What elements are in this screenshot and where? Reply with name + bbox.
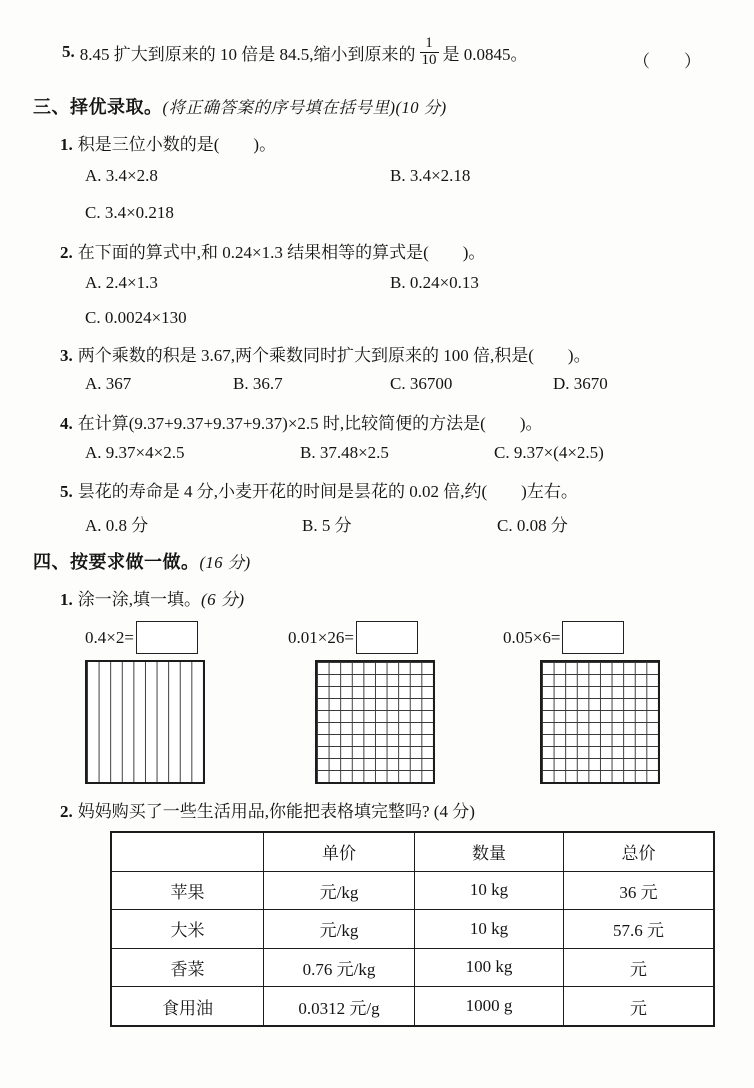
table-header-row [111, 832, 714, 871]
question-3-number: 3. [60, 346, 73, 365]
tf-item-5-answer-bracket: （ ） [633, 52, 701, 71]
question-5-option-a: A. 0.8 分 [85, 516, 149, 535]
fraction-numerator: 1 [425, 35, 433, 51]
equation-3-answer-box [562, 621, 624, 654]
s4-question-1-text: 涂一涂,填一填。 [77, 590, 201, 609]
equation-1-answer-box [136, 621, 198, 654]
row-oil-quantity: 1000 g [415, 987, 564, 1026]
section-3-heading [33, 93, 447, 119]
question-5-text: 昙花的寿命是 4 分,小麦开花的时间是昙花的 0.02 倍,约( )左右。 [77, 482, 578, 501]
question-1-option-a: A. 3.4×2.8 [85, 166, 158, 185]
question-4-option-c: C. 9.37×(4×2.5) [494, 443, 604, 462]
row-rice-quantity: 10 kg [415, 910, 564, 949]
row-cilantro-name: 香菜 [111, 948, 264, 987]
table-row-rice [111, 910, 714, 949]
header-unit-price: 单价 [264, 832, 415, 871]
equation-2-text: 0.01×26= [288, 627, 354, 647]
s4-question-1 [60, 585, 245, 610]
tf-item-5 [62, 36, 528, 69]
tf-item-5-text-after: 是 0.0845。 [442, 44, 528, 64]
question-5-option-c: C. 0.08 分 [497, 516, 568, 535]
row-rice-name: 大米 [111, 910, 264, 949]
question-1 [60, 130, 276, 155]
question-1-text: 积是三位小数的是( )。 [77, 135, 277, 154]
row-oil-unit-price: 0.0312 元/g [264, 987, 415, 1026]
question-3 [60, 341, 591, 366]
row-cilantro-unit-price: 0.76 元/kg [264, 948, 415, 987]
s4-question-2 [60, 797, 475, 822]
table-row-cilantro [111, 948, 714, 987]
question-4-option-b: B. 37.48×2.5 [300, 443, 389, 462]
hundredths-grid-2 [540, 660, 660, 784]
section-3-title: 三、择优录取。 [33, 97, 163, 117]
s4-question-2-text: 妈妈购买了一些生活用品,你能把表格填完整吗? (4 分) [77, 802, 475, 821]
header-quantity: 数量 [415, 832, 564, 871]
row-apple-total: 36 元 [564, 871, 715, 910]
tf-item-5-text-before: 8.45 扩大到原来的 10 倍是 84.5,缩小到原来的 [79, 44, 416, 64]
question-4-option-a: A. 9.37×4×2.5 [85, 443, 185, 462]
fraction-one-tenth [420, 36, 439, 69]
s4-question-2-number: 2. [60, 802, 73, 821]
section-4-title: 四、按要求做一做。 [33, 552, 200, 572]
question-5 [60, 477, 578, 502]
equation-1-text: 0.4×2= [85, 627, 134, 647]
equation-1 [85, 621, 198, 654]
equation-2-answer-box [356, 621, 418, 654]
row-rice-unit-price: 元/kg [264, 910, 415, 949]
section-4-note: (16 分) [199, 553, 251, 572]
table-row-cooking-oil [111, 987, 714, 1026]
question-1-number: 1. [60, 135, 73, 154]
question-2-option-c: C. 0.0024×130 [85, 308, 187, 327]
question-4-number: 4. [60, 414, 73, 433]
question-3-text: 两个乘数的积是 3.67,两个乘数同时扩大到原来的 100 倍,积是( )。 [77, 346, 591, 365]
question-3-option-c: C. 36700 [390, 374, 453, 393]
question-3-option-b: B. 36.7 [233, 374, 283, 393]
fraction-denominator: 10 [421, 51, 437, 68]
equation-3-text: 0.05×6= [503, 627, 561, 647]
row-rice-total: 57.6 元 [564, 910, 715, 949]
question-4-text: 在计算(9.37+9.37+9.37+9.37)×2.5 时,比较简便的方法是( )。 [77, 414, 543, 433]
question-2-text: 在下面的算式中,和 0.24×1.3 结果相等的算式是( )。 [77, 243, 486, 262]
equation-2 [288, 621, 418, 654]
row-oil-total: 元 [564, 987, 715, 1026]
section-3-note: (将正确答案的序号填在括号里)(10 分) [162, 98, 447, 117]
price-table [110, 831, 715, 1027]
question-3-option-a: A. 367 [85, 374, 132, 393]
question-4 [60, 409, 543, 434]
table-row-apple [111, 871, 714, 910]
s4-question-1-score: (6 分) [201, 590, 245, 609]
tf-item-5-number: 5. [62, 42, 75, 62]
header-item [111, 832, 264, 871]
row-apple-name: 苹果 [111, 871, 264, 910]
question-3-option-d: D. 3670 [553, 374, 608, 393]
question-2-number: 2. [60, 243, 73, 262]
question-5-option-b: B. 5 分 [302, 516, 352, 535]
question-5-number: 5. [60, 482, 73, 501]
row-cilantro-total: 元 [564, 948, 715, 987]
row-oil-name: 食用油 [111, 987, 264, 1026]
question-2-option-a: A. 2.4×1.3 [85, 273, 158, 292]
question-1-option-c: C. 3.4×0.218 [85, 203, 174, 222]
row-cilantro-quantity: 100 kg [415, 948, 564, 987]
question-1-option-b: B. 3.4×2.18 [390, 166, 471, 185]
s4-question-1-number: 1. [60, 590, 73, 609]
header-total-price: 总价 [564, 832, 715, 871]
tenths-strip-grid [85, 660, 205, 784]
section-4-heading [33, 548, 251, 574]
row-apple-quantity: 10 kg [415, 871, 564, 910]
row-apple-unit-price: 元/kg [264, 871, 415, 910]
hundredths-grid-1 [315, 660, 435, 784]
question-2 [60, 238, 485, 263]
equation-3 [503, 621, 624, 654]
question-2-option-b: B. 0.24×0.13 [390, 273, 479, 292]
